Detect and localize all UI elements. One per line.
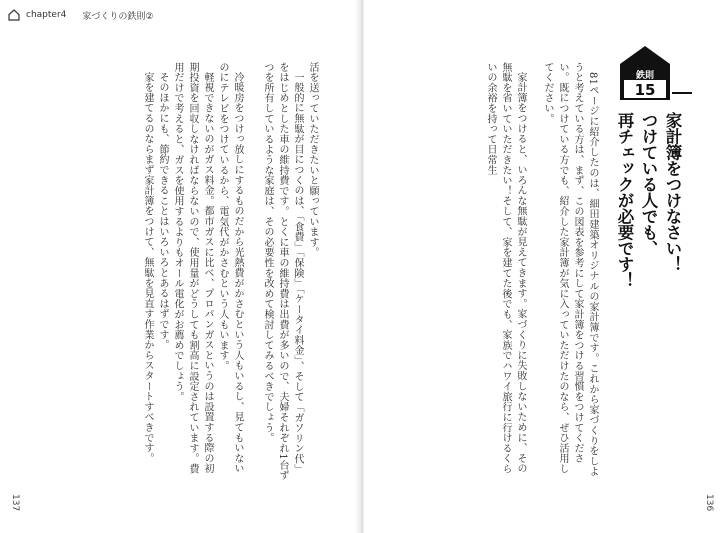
page-number: 136: [704, 493, 714, 511]
headline-line: 家計簿をつけなさい！: [663, 112, 682, 272]
headline: [604, 112, 684, 312]
page-number: 137: [10, 493, 20, 511]
paragraph: 冷暖房をつけっ放しにするものだから光熱費がかさむという人もいるし、見てもいないのにテレビをつけているから、電気代がかさむという人もいます。: [217, 62, 243, 474]
left-body-text: [50, 62, 320, 482]
rule-badge: [618, 44, 672, 102]
paragraph: 活を送っていただきたいと願っています。: [307, 62, 318, 258]
rule-label: 鉄則: [635, 71, 654, 81]
paragraph: 一般的に無駄が目につくのは、「食費」「保険」「ケータイ料金」、そして「ガソリン代」をはじめとした車の維持費です。とくに車の維持費は出費が多いので、夫婦それぞれ1台ずつを所有しているような家庭は、その必要性を改めて検討してみるべきでしょう。: [262, 62, 303, 481]
rule-number: 15: [634, 81, 656, 99]
right-body-text: [485, 62, 600, 482]
chapter-title: 家づくりの鉄則②: [82, 11, 154, 22]
headline-line: つけている人でも、: [639, 112, 658, 256]
paragraph: 軽視できないのがガス料金。都市ガスに比べ、プロパンガスというのは設置する際の初期投資を回収しなければならないので、使用量がどうしても割高に設定されています。費用だけで考えると、ガスを使用するよりもオール電化がお薦めでしょう。: [172, 62, 213, 474]
chapter-label: chapter4: [26, 10, 67, 20]
running-header: [8, 6, 153, 24]
headline-line: 再チェックが必要です！: [615, 112, 634, 288]
divider: [672, 92, 692, 94]
left-page: [0, 0, 362, 533]
paragraph: 81ページに紹介したのは、細田建築オリジナルの家計簿です。これから家づくりをしようと考えている方は、まず、この図表を参考にして家計簿をつける習慣をつけてください。既につけている方でも、紹介した家計簿が気に入っていただけたのなら、ぜひ活用してください。: [542, 62, 598, 477]
house-icon: [8, 9, 20, 21]
paragraph: そのほかにも、節約できることはいろいろとあるはずです。: [157, 72, 168, 351]
paragraph: 家計簿をつけると、いろんな無駄が見えてきます。家づくりに失敗しないために、その無駄を省いていただきたい！そして、家を建てた後でも、家族でハワイ旅行に行けるくらいの余裕を持って日常生: [485, 62, 526, 474]
paragraph: 家を建てるのならまず家計簿をつけて、無駄を見直す作業からスタートすべきです。: [142, 72, 153, 464]
